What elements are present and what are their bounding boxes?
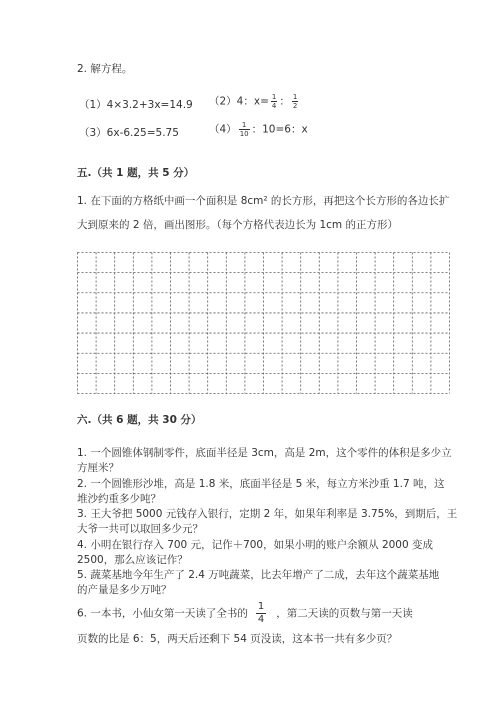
equation-4-prefix: （4） [209, 123, 237, 136]
question-1-line-2: 方厘米？ [77, 462, 119, 474]
equation-2-prefix: （2）4：x= [209, 95, 269, 108]
fraction-one-quarter [271, 93, 277, 110]
section-6-heading: 六.（共 6 题，共 30 分） [77, 414, 202, 426]
fraction-denominator: 4 [257, 614, 265, 625]
equation-1: （1）4×3.2+3x=14.9 [79, 99, 193, 111]
fraction-numerator: 1 [292, 93, 298, 101]
question-4-line-2: 2500，那么应该记作？ [77, 554, 188, 566]
part2-title: 2. 解方程。 [77, 63, 133, 75]
section-5-question-line-1: 1. 在下面的方格纸中画一个面积是 8cm² 的长方形，再把这个长方形的各边长扩 [77, 195, 450, 207]
fraction-numerator: 1 [271, 93, 277, 101]
question-2-line-2: 堆沙约重多少吨？ [77, 493, 161, 505]
section-5-question-line-2: 大到原来的 2 倍，画出图形。（每个方格代表边长为 1cm 的正方形） [77, 219, 398, 231]
section-5-heading: 五.（共 1 题，共 5 分） [77, 167, 195, 179]
question-6-line-1 [77, 601, 413, 626]
question-5-line-1: 5. 蔬菜基地今年生产了 2.4 万吨蔬菜，比去年增产了二成，去年这个蔬菜基地 [77, 569, 440, 581]
equation-3: （3）6x-6.25=5.75 [79, 127, 179, 139]
question-3-line-2: 大爷一共可以取回多少元？ [77, 523, 203, 535]
fraction-one-tenth [239, 121, 250, 138]
question-6-suffix: ，第二天读的页数与第一天读 [276, 607, 413, 620]
fraction-denominator: 2 [292, 102, 298, 110]
fraction-numerator: 1 [239, 121, 250, 130]
fraction-one-quarter [256, 601, 266, 626]
fraction-denominator: 4 [271, 102, 277, 110]
question-6-prefix: 6. 一本书，小仙女第一天读了全书的 [77, 607, 248, 620]
fraction-one-half [292, 93, 298, 110]
fraction-numerator: 1 [257, 601, 265, 612]
question-5-line-2: 的产量是多少万吨？ [77, 584, 172, 596]
equation-4-suffix: ：10=6：x [251, 123, 308, 136]
grid-paper[interactable] [77, 252, 450, 394]
fraction-denominator: 10 [239, 130, 249, 138]
question-4-line-1: 4. 小明在银行存入 700 元，记作＋700，如果小明的账户余额从 2000 变成 [77, 539, 434, 551]
question-6-line-2: 页数的比是 6：5，两天后还剩下 54 页没读，这本书一共有多少页？ [77, 633, 398, 645]
equation-4 [209, 121, 308, 138]
question-3-line-1: 3. 王大爷把 5000 元钱存入银行，定期 2 年，如果年利率是 3.75%，到期后，王 [77, 508, 458, 520]
question-2-line-1: 2. 一个圆锥形沙堆，高是 1.8 米，底面半径是 5 米，每立方米沙重 1.7 吨，这 [77, 478, 445, 490]
question-1-line-1: 1. 一个圆锥体钢制零件，底面半径是 3cm，高是 2m，这个零件的体积是多少立 [77, 447, 452, 459]
ratio-separator: ： [279, 95, 290, 108]
equation-2 [209, 93, 300, 110]
